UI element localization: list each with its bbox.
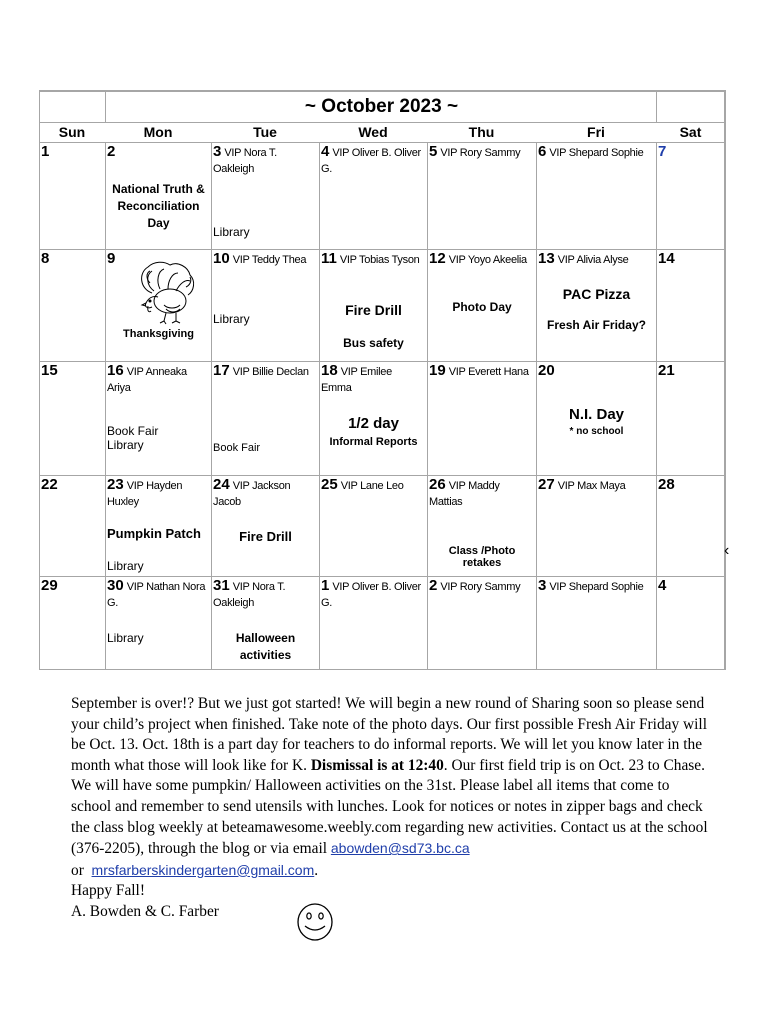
calendar-day-cell	[428, 143, 536, 249]
day-header-sun: Sun	[58, 124, 86, 140]
day-header-thu: Thu	[468, 124, 495, 140]
vip-entry	[538, 251, 654, 268]
vip-entry	[213, 251, 317, 268]
calendar-day-cell	[537, 143, 656, 249]
calendar-day-cell	[428, 362, 536, 475]
vip-names: VIP Rory Sammy	[440, 147, 521, 159]
day-number: 26	[429, 476, 446, 493]
vip-entry	[429, 477, 534, 510]
vip-names: VIP Yoyo Akeelia	[448, 254, 527, 266]
event-label: Pumpkin Patch	[107, 526, 201, 541]
library-label: Library	[213, 312, 250, 326]
letter-signature: A. Bowden & C. Farber	[71, 902, 219, 920]
event-label: Class /Photo retakes	[448, 545, 516, 569]
event-label: National Truth & Reconciliation Day	[112, 182, 205, 230]
vip-names: VIP Shepard Sophie	[549, 581, 644, 593]
day-number: 25	[321, 476, 338, 493]
day-number: 27	[538, 476, 555, 493]
event-label: Fresh Air Friday?	[547, 318, 646, 332]
vip-entry	[321, 363, 425, 396]
event-label: Informal Reports	[329, 436, 418, 448]
day-number: 8	[41, 250, 50, 267]
calendar-day-cell	[212, 476, 319, 576]
day-number: 29	[41, 577, 58, 594]
day-number: 2	[429, 577, 438, 594]
vip-names: VIP Jackson Jacob	[213, 480, 291, 508]
turkey-icon	[130, 259, 202, 325]
calendar-day-cell	[537, 476, 656, 576]
day-number: 16	[107, 362, 124, 379]
day-number: 21	[658, 362, 675, 379]
day-number-wrap	[41, 251, 49, 267]
day-number-wrap	[658, 251, 675, 267]
vip-names: VIP Billie Declan	[232, 366, 309, 378]
event-label: N.I. Day	[568, 406, 625, 423]
vip-names: VIP Oliver B. Oliver G.	[321, 147, 421, 175]
calendar-day-cell	[320, 362, 427, 475]
calendar-day-cell	[106, 362, 211, 475]
day-number: 1	[321, 577, 330, 594]
calendar-day-cell	[657, 577, 725, 670]
calendar-day-cell	[657, 476, 725, 576]
calendar-day-cell	[428, 476, 536, 576]
day-number: 9	[107, 250, 116, 267]
vip-entry	[538, 578, 654, 595]
event-label: Book Fair	[213, 442, 261, 454]
day-number: 1	[41, 143, 50, 160]
vip-names: VIP Everett Hana	[448, 366, 529, 378]
vip-entry	[213, 477, 317, 510]
day-number-wrap	[41, 578, 58, 594]
day-number: 13	[538, 250, 555, 267]
vip-entry	[429, 251, 534, 268]
dismissal-note: Dismissal is at 12:40	[310, 756, 444, 774]
calendar-day-cell	[537, 362, 656, 475]
day-header-fri: Fri	[587, 124, 605, 140]
vip-entry	[429, 363, 534, 380]
day-number-wrap	[107, 144, 115, 160]
vip-names: VIP Hayden Huxley	[107, 480, 183, 508]
vip-names: VIP Emilee Emma	[321, 366, 392, 394]
day-number: 15	[41, 362, 58, 379]
calendar-day-cell	[320, 577, 427, 670]
day-number: 4	[658, 577, 667, 594]
day-number-wrap	[658, 363, 675, 379]
library-label: Library	[107, 559, 144, 573]
stray-bracket-mark: ‹	[724, 542, 730, 559]
day-number: 3	[213, 143, 222, 160]
vip-entry	[321, 578, 425, 611]
calendar-day-cell	[320, 250, 427, 361]
day-number-wrap	[41, 477, 58, 493]
day-header-tue: Tue	[253, 124, 277, 140]
event-label: Bus safety	[343, 336, 404, 350]
day-number: 7	[658, 143, 667, 160]
event-label: * no school	[569, 426, 624, 437]
day-number-wrap	[658, 578, 666, 594]
calendar-day-cell	[106, 143, 211, 249]
day-number: 2	[107, 143, 116, 160]
day-number: 3	[538, 577, 547, 594]
day-number: 10	[213, 250, 230, 267]
day-number: 20	[538, 362, 555, 379]
calendar-day-cell	[428, 250, 536, 361]
event-label: Halloween activities	[235, 631, 296, 662]
vip-entry	[321, 477, 425, 494]
day-number: 24	[213, 476, 230, 493]
calendar-day-cell	[40, 143, 105, 249]
library-label: Library	[213, 225, 250, 239]
vip-entry	[321, 144, 425, 177]
calendar-day-cell	[657, 362, 725, 475]
calendar-day-cell	[212, 577, 319, 670]
vip-names: VIP Nora T. Oakleigh	[213, 147, 277, 175]
event-label: Fire Drill	[239, 529, 292, 544]
vip-names: VIP Alivia Alyse	[557, 254, 629, 266]
day-header-wed: Wed	[358, 124, 388, 140]
vip-entry	[213, 144, 317, 177]
vip-names: VIP Rory Sammy	[440, 581, 521, 593]
vip-names: VIP Maddy Mattias	[429, 480, 500, 508]
vip-entry	[107, 477, 209, 510]
vip-entry	[538, 144, 654, 161]
day-number-wrap	[658, 477, 675, 493]
calendar-day-cell	[537, 577, 656, 670]
calendar-day-cell	[40, 577, 105, 670]
day-number: 18	[321, 362, 338, 379]
vip-names: VIP Oliver B. Oliver G.	[321, 581, 421, 609]
event-label: PAC Pizza	[562, 286, 631, 302]
calendar-day-cell	[212, 362, 319, 475]
vip-entry	[213, 578, 317, 611]
vip-entry	[213, 363, 317, 380]
event-label: Fire Drill	[345, 302, 402, 318]
calendar-day-cell	[212, 250, 319, 361]
day-number-wrap	[658, 144, 666, 160]
calendar-day-cell	[320, 143, 427, 249]
parent-letter	[71, 694, 711, 923]
day-number: 23	[107, 476, 124, 493]
day-header-mon: Mon	[143, 124, 173, 140]
day-number: 30	[107, 577, 124, 594]
calendar-title: ~ October 2023 ~	[304, 96, 459, 117]
calendar-day-cell	[40, 250, 105, 361]
day-header-sat: Sat	[679, 124, 702, 140]
email-link-farber[interactable]: mrsfarberskindergarten@gmail.com	[91, 861, 315, 878]
day-number: 5	[429, 143, 438, 160]
day-number: 19	[429, 362, 446, 379]
vip-entry	[429, 578, 534, 595]
day-number: 14	[658, 250, 675, 267]
event-label: Book Fair	[107, 424, 159, 438]
day-number: 22	[41, 476, 58, 493]
library-label: Library	[107, 438, 144, 452]
vip-names: VIP Lane Leo	[340, 480, 404, 492]
vip-entry	[538, 477, 654, 494]
vip-names: VIP Nathan Nora G.	[107, 581, 206, 609]
vip-names: VIP Teddy Thea	[232, 254, 307, 266]
vip-entry	[321, 251, 425, 268]
calendar-day-cell	[657, 250, 725, 361]
calendar-day-cell	[40, 362, 105, 475]
day-number-wrap	[538, 363, 555, 379]
vip-entry	[429, 144, 534, 161]
day-number: 6	[538, 143, 547, 160]
day-number: 12	[429, 250, 446, 267]
event-label: Thanksgiving	[123, 328, 194, 340]
vip-entry	[107, 363, 209, 396]
calendar-day-cell	[106, 476, 211, 576]
day-number: 11	[321, 250, 337, 267]
day-number: 4	[321, 143, 330, 160]
calendar-day-cell	[657, 143, 725, 249]
vip-entry	[107, 578, 209, 611]
event-label: 1/2 day	[348, 415, 399, 432]
calendar-day-cell	[106, 577, 211, 670]
vip-names: VIP Anneaka Ariya	[107, 366, 187, 394]
letter-email-line: or mrsfarberskindergarten@gmail.com.	[71, 861, 319, 879]
day-number: 17	[213, 362, 230, 379]
calendar-day-cell	[40, 476, 105, 576]
vip-names: VIP Shepard Sophie	[549, 147, 644, 159]
calendar-day-cell	[428, 577, 536, 670]
day-number: 28	[658, 476, 675, 493]
letter-closing: Happy Fall!	[71, 882, 145, 900]
email-link-abowden[interactable]: abowden@sd73.bc.ca	[330, 840, 470, 857]
calendar-day-cell	[212, 143, 319, 249]
calendar-day-cell	[320, 476, 427, 576]
event-label: Photo Day	[452, 300, 512, 314]
vip-names: VIP Max Maya	[557, 480, 626, 492]
day-number-wrap	[41, 144, 49, 160]
calendar-day-cell	[537, 250, 656, 361]
day-number-wrap	[107, 251, 115, 267]
letter-body: September is over!? But we just got started! We will begin a new round of Sharing soon so please send your child’s project when finished. Take note of the photo days. Our first possible Fresh Air Friday will be Oct. 13. Oct. 18th is a part day for teachers to do informal reports. We will let you know later in the month what those will look like for K. Dismissal is at 12:40. Our first field trip is on Oct. 23 to Chase. We will have some pumpkin/ Halloween activities on the 31st. Please label all items that come to school and remember to send utensils with lunches. Look for notices or notes in zipper bags and check the class blog weekly at beteamawesome.weebly.com regarding new activities. Contact us at the school (376-2205), through the blog or via email abowden@sd73.bc.ca	[71, 695, 708, 858]
smiley-face-icon	[296, 902, 334, 942]
vip-names: VIP Nora T. Oakleigh	[213, 581, 286, 609]
vip-names: VIP Tobias Tyson	[339, 254, 420, 266]
day-number: 31	[213, 577, 230, 594]
day-number-wrap	[41, 363, 58, 379]
library-label: Library	[107, 631, 144, 645]
